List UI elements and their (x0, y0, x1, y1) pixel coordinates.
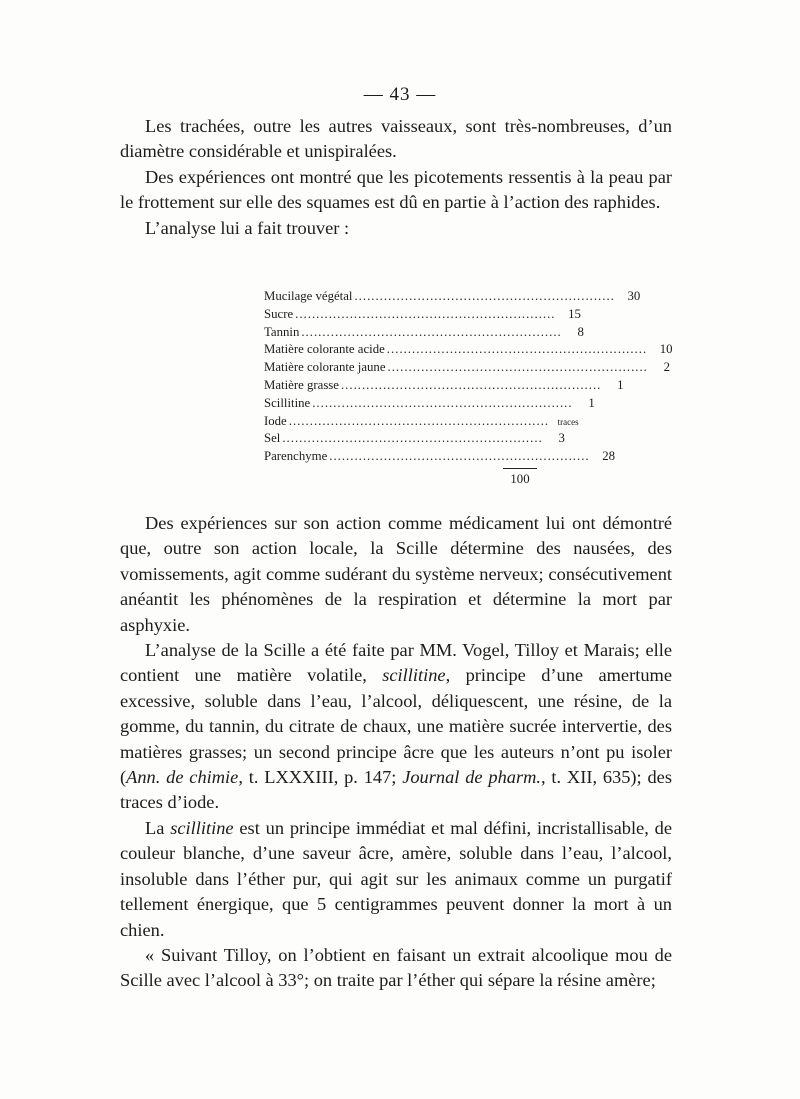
paragraph-experiments: Des expériences ont montré que les picotements ressentis à la peau par le frottement sur elle des squames est dû en partie à l’action des raphides. (120, 166, 672, 213)
row-label: Iode (264, 413, 287, 428)
paragraph-tilloy: « Suivant Tilloy, on l’obtient en faisant un extrait alcoolique mou de Scille avec l’alcool à 33°; on traite par l’éther qui sépare la résine amère; (120, 944, 672, 991)
paragraph-analysis-intro: L’analyse lui a fait trouver : (145, 217, 350, 238)
leader-dots: .............................................................. (301, 324, 562, 339)
table-row (264, 341, 673, 359)
analysis-table (264, 288, 673, 466)
table-row (264, 395, 595, 413)
sum-rule (503, 468, 537, 469)
table-row (264, 288, 641, 306)
table-row (264, 377, 624, 395)
table-row (264, 324, 584, 342)
citation-title: Ann. de chimie (126, 767, 239, 788)
text-run: , t. LXXXIII, p. 147; (238, 767, 403, 788)
leader-dots: .............................................................. (282, 431, 543, 446)
table-row (264, 413, 579, 431)
row-label: Scillitine (264, 395, 311, 410)
paragraph-scillitine (120, 816, 672, 943)
page-number: — 43 — (363, 84, 437, 105)
text-run: , principe d’une amertume excessive, soluble dans l’eau, l’alcool, déliquescent, une résine, de la gomme, du tannin, du citrate de chaux, une matière sucrée intervertie, des matières grasses; un second principe âcre que les auteurs n’ont pu isoler ( (120, 665, 672, 788)
text-run: est un principe immédiat et mal défini, incristallisable, de couleur blanche, d’une saveur âcre, amère, soluble dans l’eau, l’alcool, insoluble dans l’éther pur, qui agit sur les animaux comme un purgatif tellement énergique, que 5 centigrammes peuvent donner la mort à un chien. (120, 817, 672, 940)
leader-dots: .............................................................. (354, 289, 615, 303)
leader-dots: .............................................................. (288, 413, 550, 428)
table-row (264, 430, 565, 448)
row-label: Matière colorante acide (264, 342, 385, 357)
leader-dots: .............................................................. (295, 306, 556, 321)
row-value: 28 (602, 449, 615, 464)
italic-term: scillitine (170, 817, 234, 838)
row-label: Sel (264, 431, 281, 446)
leader-dots: .............................................................. (312, 395, 573, 410)
row-label: Matière colorante jaune (264, 360, 386, 375)
text-run: , t. XII, 635); des traces d’iode. (120, 767, 672, 813)
table-total: 100 (510, 472, 530, 486)
row-value: 30 (627, 289, 641, 303)
row-value: 8 (577, 324, 584, 339)
paragraph-medical-action: Des expériences sur son action comme médicament lui ont démontré que, outre son action locale, la Scille détermine des nausées, des vomissements, agit comme sudérant du système nerveux; consécutivement anéantit les phénomènes de la respiration et détermine la mort par asphyxie. (120, 513, 672, 635)
leader-dots: .............................................................. (386, 342, 648, 357)
intro-text (120, 114, 672, 241)
paragraph-tracheae: Les trachées, outre les autres vaisseaux, sont très-nombreuses, d’un diamètre considérable et unispiralées. (120, 116, 672, 162)
leader-dots: .............................................................. (387, 360, 648, 375)
table-row (264, 306, 581, 324)
row-value: 1 (617, 377, 624, 392)
paragraph-scille-analysis (120, 638, 672, 816)
italic-term: scillitine (382, 665, 446, 686)
citation-title: Journal de pharm. (402, 767, 541, 788)
text-run: La (145, 817, 171, 838)
row-value: 15 (568, 306, 581, 321)
row-value: traces (557, 416, 579, 427)
row-label: Mucilage végétal (264, 289, 353, 303)
row-label: Tannin (264, 324, 300, 339)
row-label: Sucre (264, 306, 294, 321)
row-value: 3 (558, 431, 565, 446)
row-value: 2 (663, 360, 671, 375)
leader-dots: .............................................................. (340, 377, 602, 392)
table-row (264, 359, 671, 377)
leader-dots: .............................................................. (329, 449, 590, 464)
text-run: L’analyse de la Scille a été faite par MM. Vogel, Tilloy et Marais; elle contient une matière volatile, (120, 640, 672, 686)
row-label: Matière grasse (264, 377, 339, 392)
row-value: 1 (588, 395, 595, 410)
main-text (120, 511, 672, 994)
row-label: Parenchyme (264, 449, 328, 464)
row-value: 10 (659, 342, 673, 357)
table-row (264, 448, 615, 466)
